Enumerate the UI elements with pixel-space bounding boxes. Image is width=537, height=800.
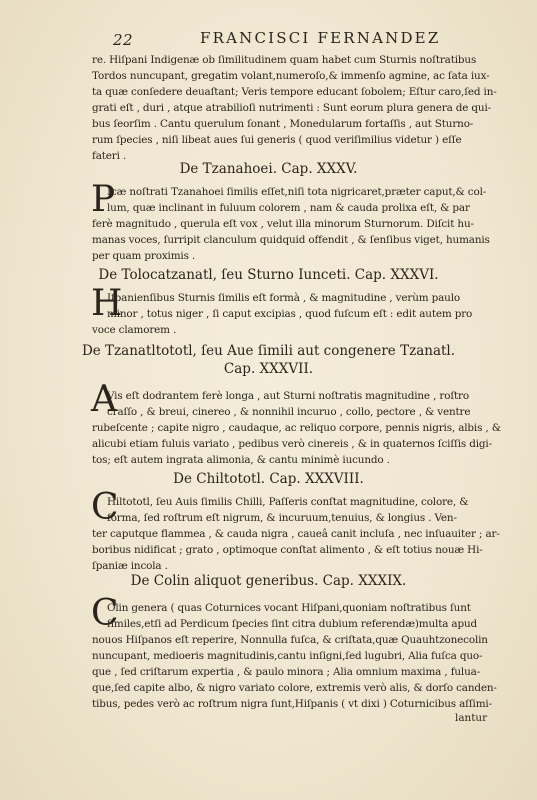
text-line: re. Hiſpani Indigenæ ob ſimilitudinem quam habet cum Sturnis noſtratibus bbox=[92, 54, 477, 66]
text-line: grati eſt , duri , atque atrabilioſi nutrimenti : Sunt eorum plura genera de qui- bbox=[92, 102, 492, 114]
text-line: que,ſed capite albo, & nigro variato colore, extremis verò alis, & dorſo canden- bbox=[92, 682, 497, 694]
text-line: per quam proximis . bbox=[92, 250, 196, 262]
page-number: 22 bbox=[113, 31, 134, 49]
text-line: ter caputque flammea , & cauda nigra , caueâ canit incluſa , nec inſuauiter ; ar- bbox=[92, 528, 500, 540]
drop-cap: A bbox=[91, 379, 117, 420]
chapter-heading: De Chiltototl. Cap. XXXVIII. bbox=[173, 471, 364, 487]
text-line: minor , totus niger , ſi caput excipias , quod fuſcum eſt : edit autem pro bbox=[107, 308, 473, 320]
text-line: voce clamorem . bbox=[92, 324, 177, 336]
text-line: fateri . bbox=[92, 150, 127, 162]
drop-cap: H bbox=[91, 283, 123, 324]
drop-cap: P bbox=[91, 179, 116, 220]
text-line: Icæ noſtrati Tzanahoei ſimilis eſſet,niſi tota nigricaret,præter caput,& col- bbox=[107, 186, 487, 198]
text-line: nuncupant, medioeris magnitudinis,cantu inſigni,ſed lugubri, Alia fuſca quo- bbox=[92, 650, 483, 662]
catchword: lantur bbox=[455, 712, 488, 724]
text-line: ta quæ conſedere deuaſtant; Veris tempore educant ſobolem; Eſtur caro,ſed in- bbox=[92, 86, 497, 98]
text-line: manas voces, ſurripit clanculum quidquid offendit , & ſenſibus viget, humanis bbox=[92, 234, 490, 246]
text-line: ſpaniæ incola . bbox=[92, 560, 168, 572]
text-line: alicubi etiam fuluis variato , pedibus verò cinereis , & in quaternos ſciſſis digi- bbox=[92, 438, 492, 450]
text-line: rubeſcente ; capite nigro , caudaque, ac reliquo corpore, pennis nigris, albis , & bbox=[92, 422, 501, 434]
text-line: Hiltototl, ſeu Auis ſimilis Chilli, Paſſeris conſtat magnitudine, colore, & bbox=[107, 496, 469, 508]
text-line: Iſpanienſibus Sturnis ſimilis eſt formà , & magnitudine , verùm paulo bbox=[107, 292, 460, 304]
drop-cap: C bbox=[91, 487, 119, 528]
chapter-heading: De Tolocatzanatl, ſeu Sturno Iunceti. Cap. XXXVI. bbox=[98, 267, 439, 283]
text-line: Tordos nuncupant, gregatim volant,numeroſo,& immenſo agmine, ac ſata iux- bbox=[92, 70, 490, 82]
text-line: craſſo , & breui, cinereo , & nonnihil incuruo , collo, pectore , & ventre bbox=[107, 406, 471, 418]
text-line: ferè magnitudo , querula eſt vox , velut illa minorum Sturnorum. Diſcit hu- bbox=[92, 218, 474, 230]
text-line: ſimiles,etſi ad Perdicum ſpecies ſint citra dubium referendæ)multa apud bbox=[107, 618, 478, 630]
chapter-number: Cap. XXXVII. bbox=[223, 361, 314, 377]
text-line: Vis eſt dodrantem ferè longa , aut Sturni noſtratis magnitudine , roſtro bbox=[107, 390, 469, 402]
chapter-heading: De Colin aliquot generibus. Cap. XXXIX. bbox=[130, 573, 407, 589]
page-header bbox=[0, 27, 537, 49]
chapter-heading: De Tzanahoei. Cap. XXXV. bbox=[179, 161, 358, 177]
text-line: tibus, pedes verò ac roſtrum nigra ſunt,Hiſpanis ( vt dixi ) Coturnicibus aſſimi- bbox=[92, 698, 492, 710]
text-line: bus ſeorſim . Cantu querulum ſonant , Monedularum fortaſſis , aut Sturno- bbox=[92, 118, 474, 130]
text-line: rum ſpecies , niſi libeat aues ſui generis ( quod veriſimilius videtur ) eſſe bbox=[92, 134, 462, 146]
text-line: tos; eſt autem ingrata alimonia, & cantu minimè iucundo . bbox=[92, 454, 390, 466]
text-line: forma, ſed roſtrum eſt nigrum, & incuruum,tenuius, & longius . Ven- bbox=[107, 512, 457, 524]
drop-cap: C bbox=[91, 593, 119, 634]
text-line: lum, quæ inclinant in fuluum colorem , nam & cauda prolixa eſt, & par bbox=[107, 202, 470, 214]
text-line: Olin genera ( quas Coturnices vocant Hiſpani,quoniam noſtratibus ſunt bbox=[107, 602, 471, 614]
chapter-heading: De Tzanatltototl, ſeu Aue ſimili aut congenere Tzanatl. bbox=[81, 343, 456, 359]
text-line: boribus nidificat ; grato , optimoque conſtat alimento , & eſt totius nouæ Hi- bbox=[92, 544, 483, 556]
text-line: que , ſed criſtarum expertia , & paulo minora ; Alia omnium maxima , fulua- bbox=[92, 666, 481, 678]
text-line: nouos Hiſpanos eſt reperire, Nonnulla fuſca, & criſtata,quæ Quauhtzonecolin bbox=[92, 634, 488, 646]
running-head: FRANCISCI FERNANDEZ bbox=[200, 29, 441, 47]
